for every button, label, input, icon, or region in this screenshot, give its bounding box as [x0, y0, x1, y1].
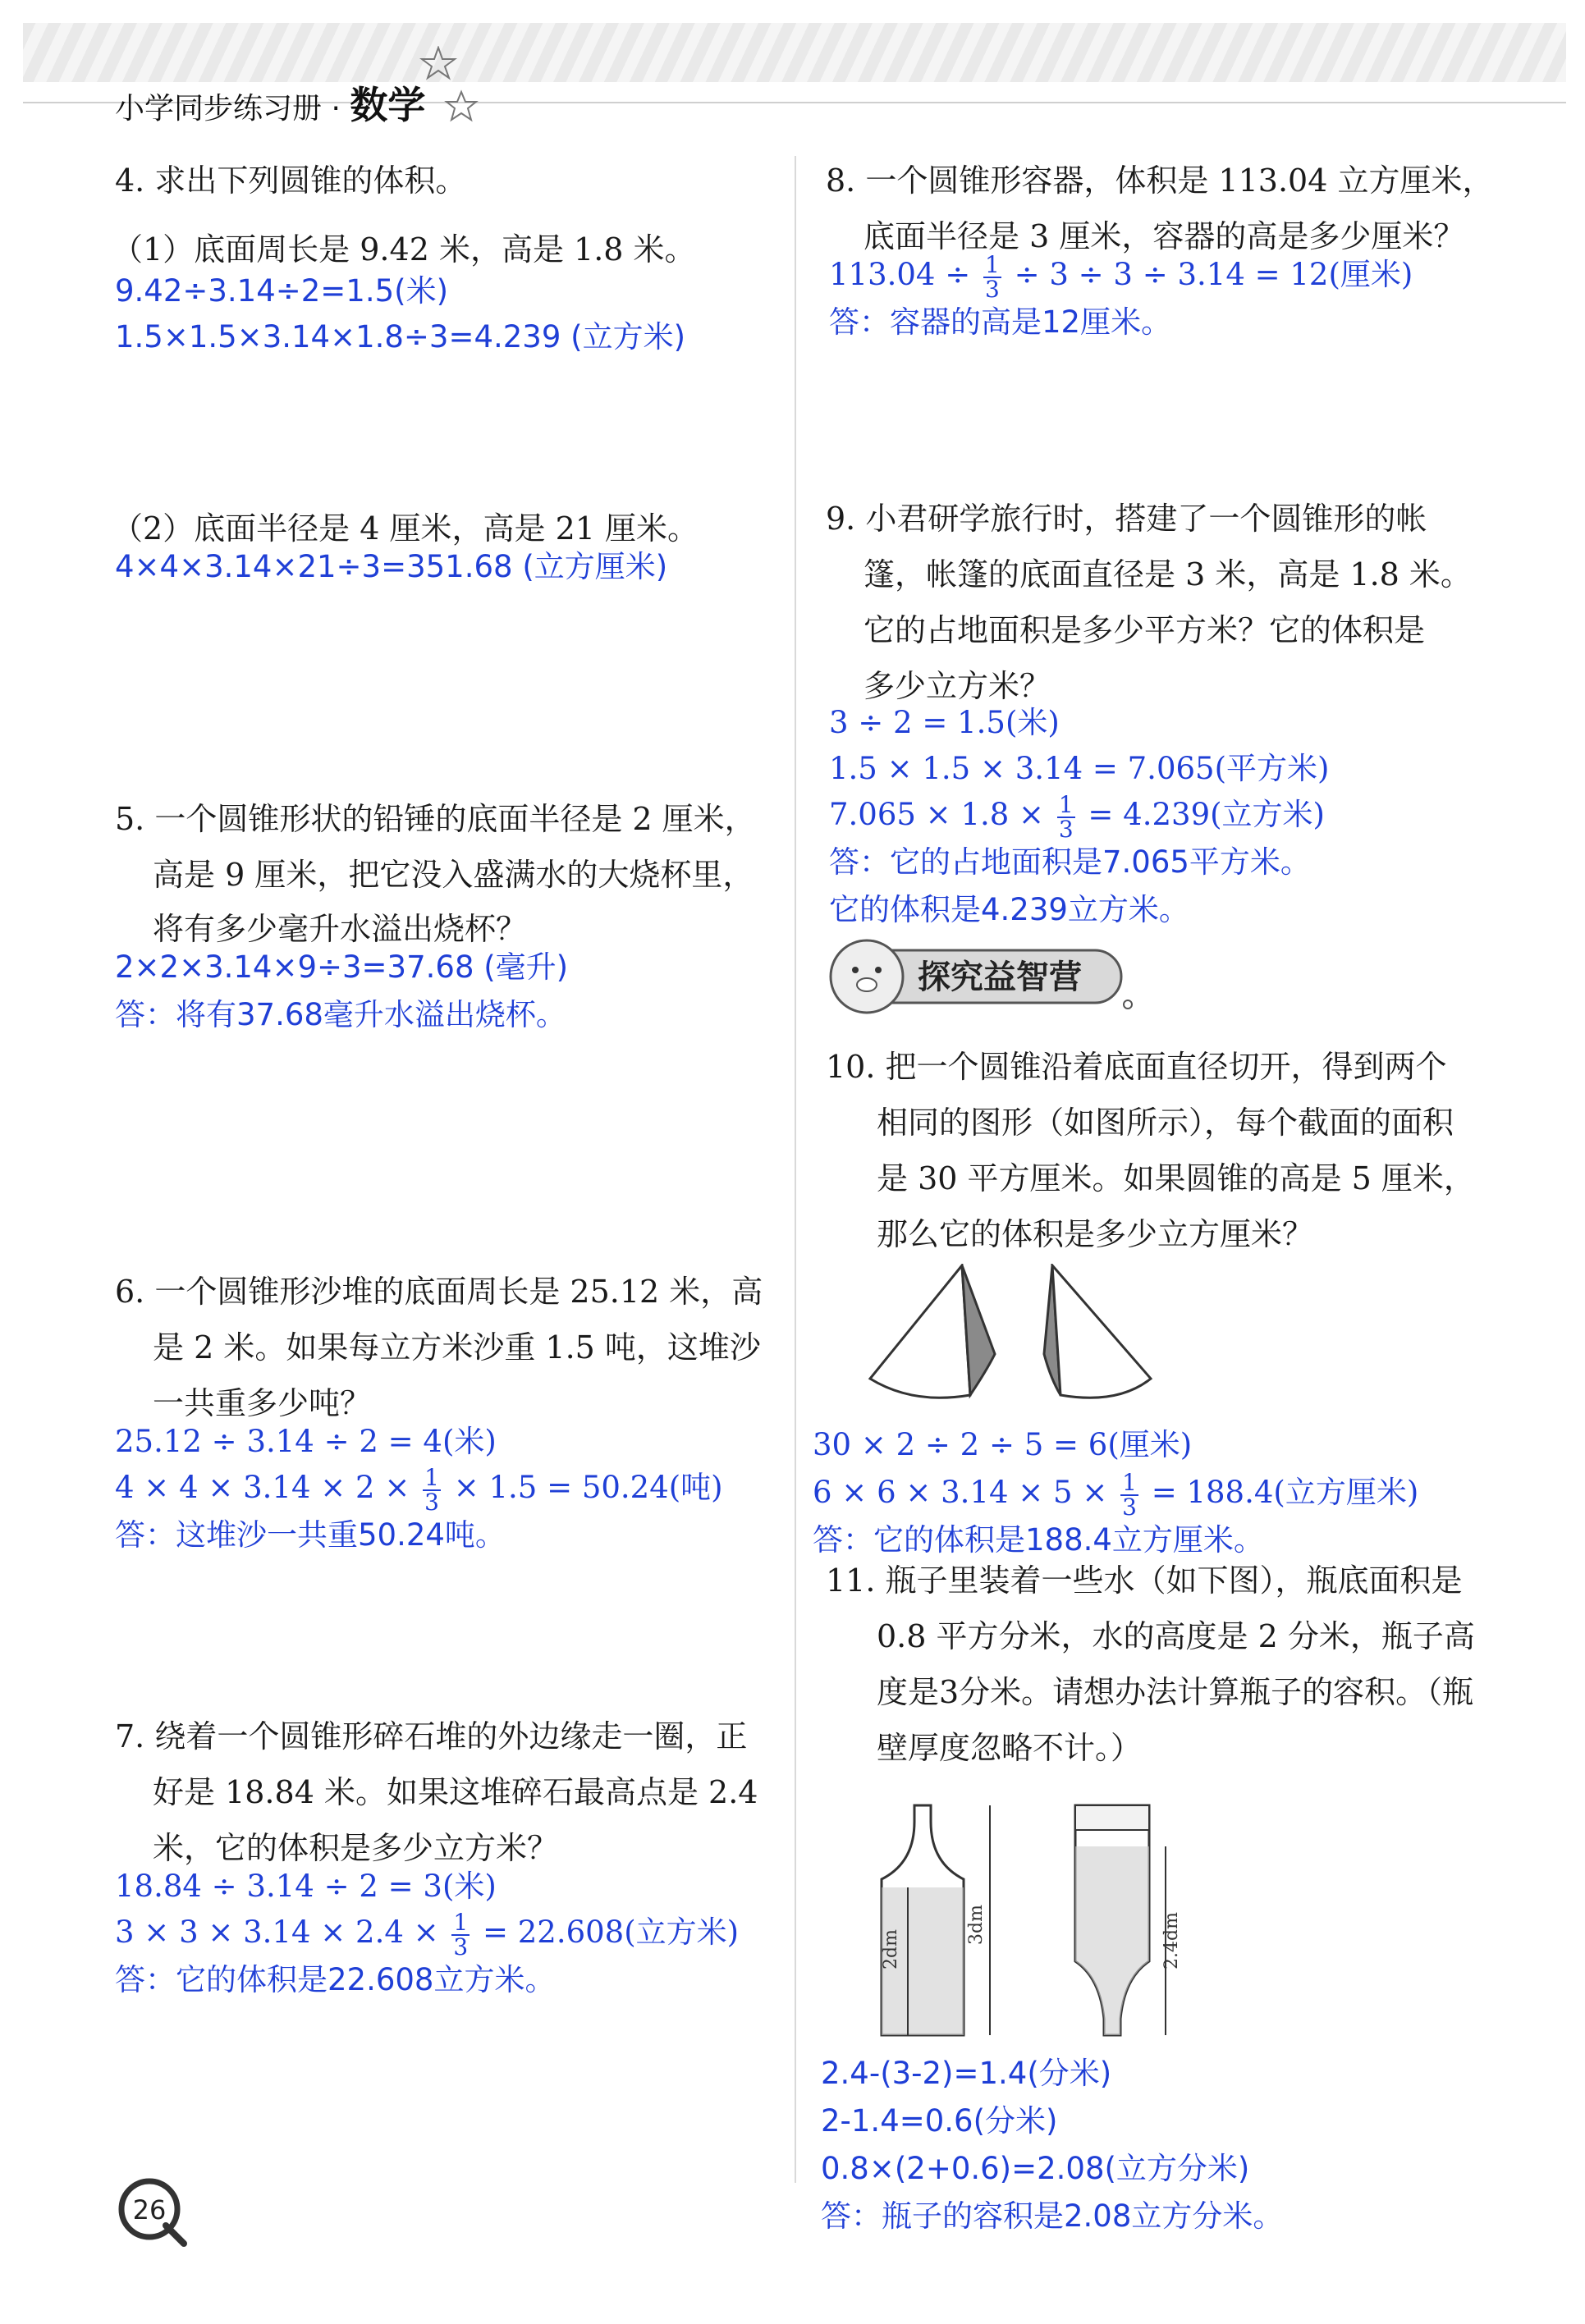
q4-part1: （1）底面周长是 9.42 米，高是 1.8 米。 — [112, 231, 696, 268]
q10-line-1: 10. 把一个圆锥沿着底面直径切开，得到两个 — [826, 1049, 1447, 1085]
q8-line-2: 底面半径是 3 厘米，容器的高是多少厘米？ — [864, 218, 1465, 254]
q6-answer-1: 25.12 ÷ 3.14 ÷ 2 = 4(米) — [115, 1424, 497, 1459]
q9-line-2: 篷，帐篷的底面直径是 3 米，高是 1.8 米。 — [864, 556, 1472, 592]
q9-answer-3: 7.065 × 1.8 × $\frac{1}{3}$ = 4.239(立方米) — [829, 790, 1325, 843]
q10-answer-1: 30 × 2 ÷ 2 ÷ 5 = 6(厘米) — [813, 1427, 1193, 1462]
q6-answer-2: 4 × 4 × 3.14 × 2 × $\frac{1}{3}$ × 1.5 = 50.24(吨) — [115, 1463, 723, 1516]
q10-line-4: 那么它的体积是多少立方厘米？ — [877, 1216, 1314, 1252]
q11-line-3: 度是3分米。请想办法计算瓶子的容积。（瓶 — [877, 1674, 1474, 1710]
q11-answer-1: 2.4-(3-2)=1.4(分米) — [821, 2056, 1112, 2091]
cut-cone-figure — [864, 1264, 1159, 1411]
q9-answer-4: 答：它的占地面积是7.065平方米。 — [829, 844, 1311, 880]
q10-answer-2: 6 × 6 × 3.14 × 5 × $\frac{1}{3}$ = 188.4(立方厘米) — [813, 1468, 1419, 1521]
q6-line-2: 是 2 米。如果每立方米沙重 1.5 吨，这堆沙 — [153, 1329, 761, 1366]
q5-line-1: 5. 一个圆锥形状的铅锤的底面半径是 2 厘米， — [115, 801, 756, 837]
fraction-one-third: $\frac{1}{3}$ — [453, 1908, 469, 1960]
fraction-one-third: $\frac{1}{3}$ — [985, 250, 1000, 303]
star-decoration-icon — [419, 46, 484, 128]
q9-line-4: 多少立方米？ — [864, 668, 1051, 704]
q6-line-3: 一共重多少吨？ — [153, 1385, 372, 1421]
q9-answer-2: 1.5 × 1.5 × 3.14 = 7.065(平方米) — [829, 751, 1330, 786]
label-2dm: 2dm — [881, 1929, 901, 1969]
q11-line-4: 壁厚度忽略不计。） — [877, 1730, 1143, 1766]
q11-answer-2: 2-1.4=0.6(分米) — [821, 2103, 1058, 2139]
header-band — [23, 23, 1566, 82]
fraction-one-third: $\frac{1}{3}$ — [1058, 790, 1074, 843]
bottle-figure — [878, 1797, 1223, 2043]
page-number: 26 — [132, 2194, 167, 2226]
section-banner — [826, 936, 1138, 1018]
q8-answer-1: 113.04 ÷ $\frac{1}{3}$ ÷ 3 ÷ 3 ÷ 3.14 = 12(厘米) — [829, 250, 1413, 303]
q4-p2-answer: 4×4×3.14×21÷3=351.68 (立方厘米) — [115, 549, 668, 584]
q7-line-2: 好是 18.84 米。如果这堆碎石最高点是 2.4 — [153, 1774, 758, 1810]
q11-line-1: 11. 瓶子里装着一些水（如下图），瓶底面积是 — [826, 1562, 1463, 1599]
label-2-4dm: 2.4dm — [1161, 1912, 1182, 1969]
page-number-badge — [115, 2175, 189, 2249]
q4-p1-answer-1: 9.42÷3.14÷2=1.5(米) — [115, 273, 449, 309]
q10-line-3: 是 30 平方厘米。如果圆锥的高是 5 厘米， — [877, 1160, 1475, 1196]
q6-line-1: 6. 一个圆锥形沙堆的底面周长是 25.12 米，高 — [115, 1274, 763, 1310]
q4-p1-answer-2: 1.5×1.5×3.14×1.8÷3=4.239 (立方米) — [115, 319, 686, 355]
q9-line-1: 9. 小君研学旅行时，搭建了一个圆锥形的帐 — [826, 501, 1427, 537]
pig-mascot-icon — [831, 940, 903, 1013]
q7-answer-2: 3 × 3 × 3.14 × 2.4 × $\frac{1}{3}$ = 22.608(立方米) — [115, 1908, 740, 1960]
q7-line-1: 7. 绕着一个圆锥形碎石堆的外边缘走一圈，正 — [115, 1718, 748, 1754]
fraction-one-third: $\frac{1}{3}$ — [1122, 1468, 1137, 1521]
q10-answer-3: 答：它的体积是188.4立方厘米。 — [813, 1522, 1264, 1558]
q11-answer-4: 答：瓶子的容积是2.08立方分米。 — [821, 2198, 1284, 2234]
column-divider — [795, 156, 796, 2183]
q7-answer-1: 18.84 ÷ 3.14 ÷ 2 = 3(米) — [115, 1869, 497, 1904]
q7-answer-3: 答：它的体积是22.608立方米。 — [115, 1962, 556, 1997]
fraction-one-third: $\frac{1}{3}$ — [424, 1463, 439, 1516]
q7-line-3: 米，它的体积是多少立方米？ — [153, 1830, 559, 1866]
label-3dm: 3dm — [966, 1905, 987, 1945]
q5-line-2: 高是 9 厘米，把它没入盛满水的大烧杯里， — [153, 857, 754, 893]
section-banner-label: 探究益智营 — [918, 958, 1082, 996]
subject-title: 数学 — [350, 83, 426, 127]
header-title: 小学同步练习册 · 数学 — [115, 83, 426, 127]
q5-answer-1: 2×2×3.14×9÷3=37.68 (毫升) — [115, 949, 569, 985]
q9-answer-5: 它的体积是4.239立方米。 — [829, 892, 1189, 927]
q8-line-1: 8. 一个圆锥形容器，体积是 113.04 立方厘米， — [826, 162, 1494, 199]
q5-answer-2: 答：将有37.68毫升水溢出烧杯。 — [115, 997, 566, 1032]
q8-answer-2: 答：容器的高是12厘米。 — [829, 304, 1172, 340]
q6-answer-3: 答：这堆沙一共重50.24吨。 — [115, 1517, 506, 1553]
q10-line-2: 相同的图形（如图所示），每个截面的面积 — [877, 1105, 1454, 1141]
q5-line-3: 将有多少毫升水溢出烧杯？ — [153, 911, 528, 947]
q4-title: 4. 求出下列圆锥的体积。 — [115, 162, 467, 199]
q11-line-2: 0.8 平方分米，水的高度是 2 分米，瓶子高 — [877, 1618, 1475, 1654]
q11-answer-3: 0.8×(2+0.6)=2.08(立方分米) — [821, 2151, 1250, 2186]
q9-line-3: 它的占地面积是多少平方米？它的体积是 — [864, 612, 1426, 648]
q4-part2: （2）底面半径是 4 厘米，高是 21 厘米。 — [112, 510, 699, 547]
q9-answer-1: 3 ÷ 2 = 1.5(米) — [829, 705, 1060, 740]
